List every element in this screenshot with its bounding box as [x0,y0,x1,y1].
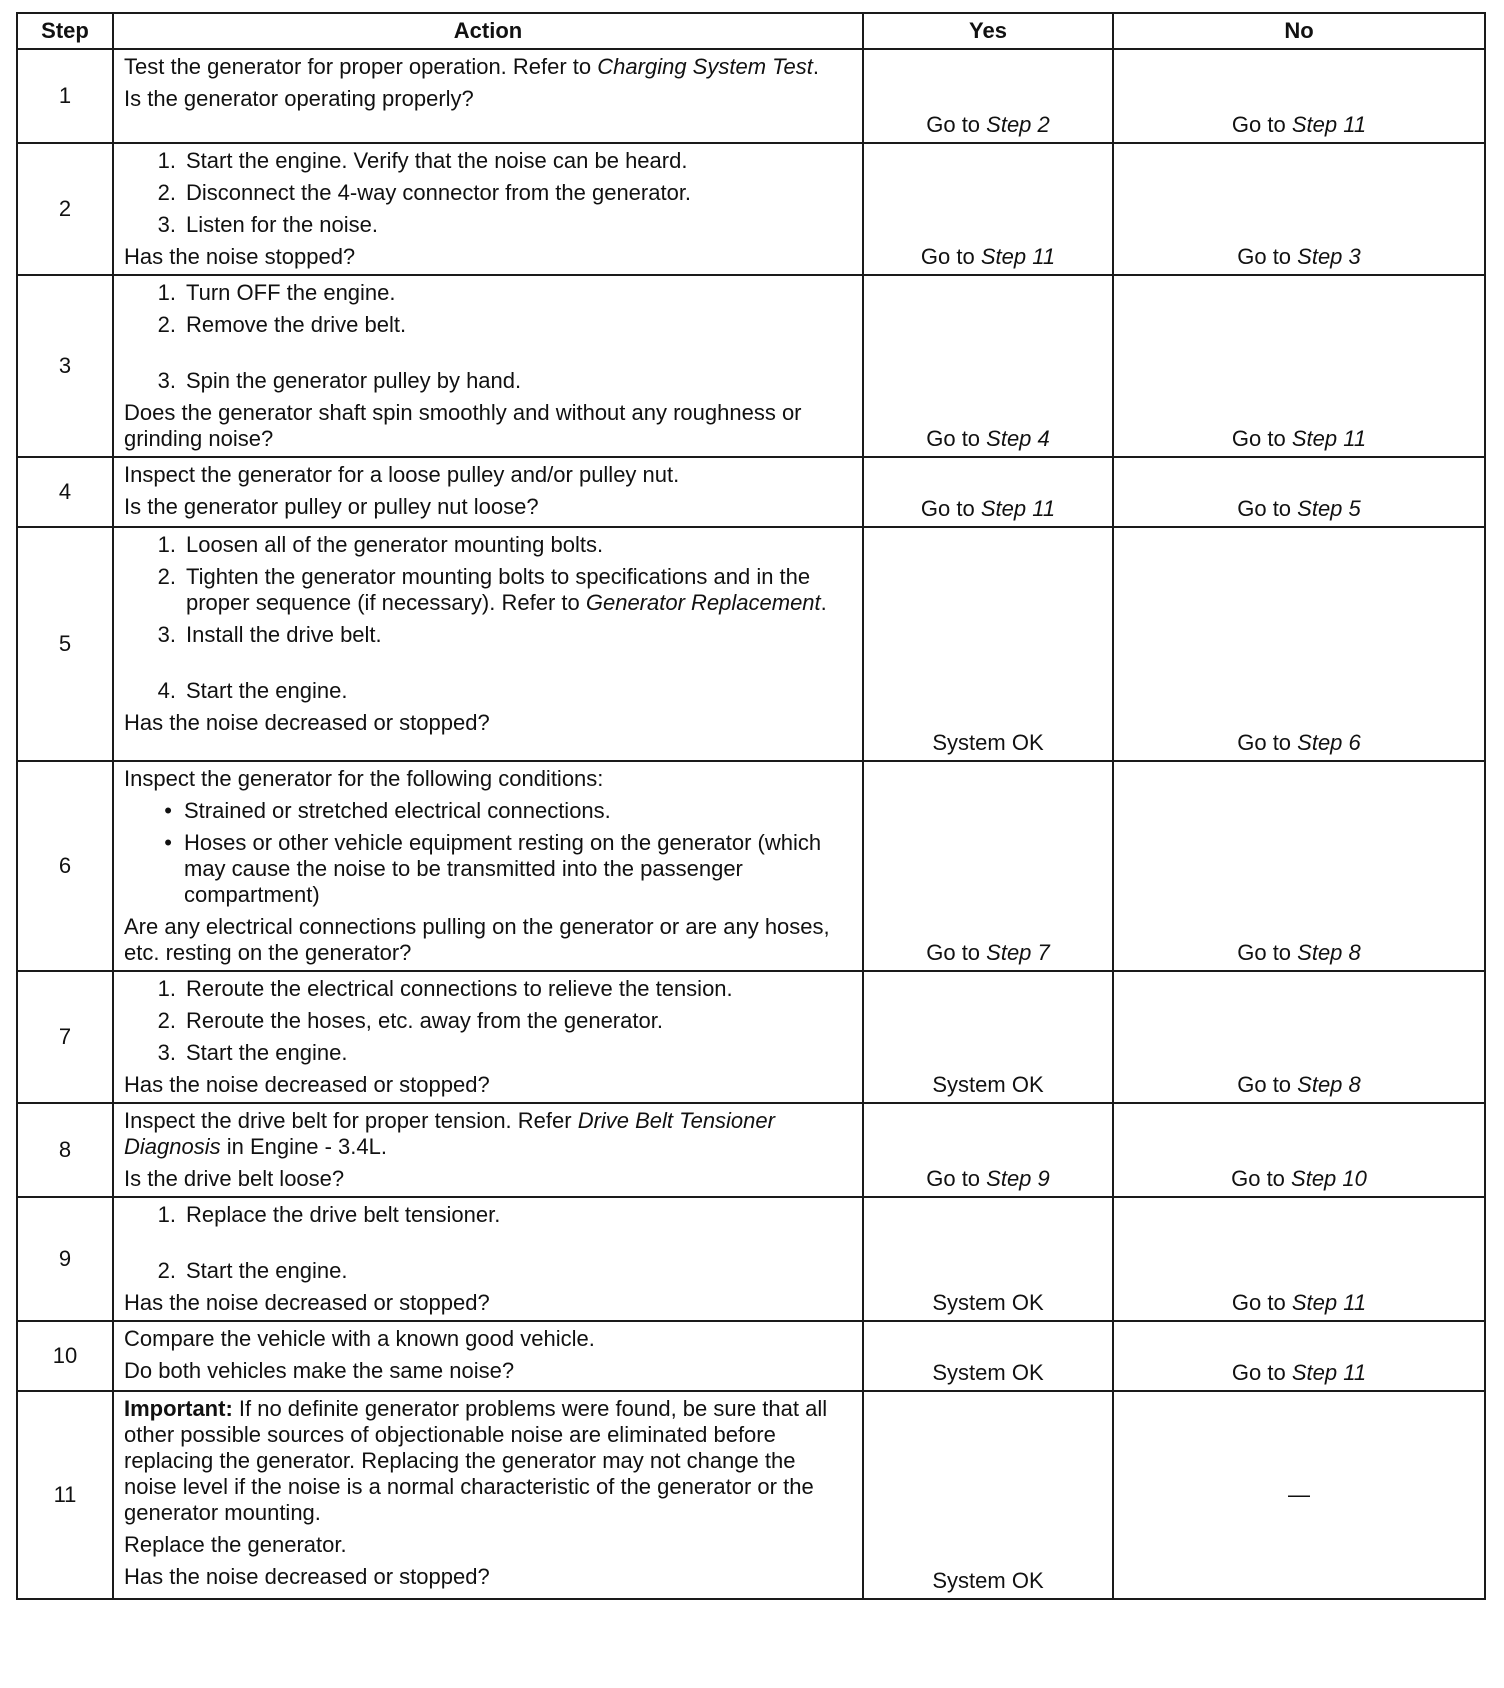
yes-cell: System OK [863,1197,1113,1321]
step-number: 1 [17,49,113,143]
goto-step-link[interactable]: Step 11 [1291,1290,1367,1315]
table-row [17,527,1485,761]
numbered-item: 4. Start the engine. [157,678,348,703]
table-row [17,1197,1485,1321]
action-question: Has the noise stopped? [124,244,356,269]
yes-cell: System OK [863,1321,1113,1391]
table-row [17,143,1485,275]
goto-step-link[interactable]: Step 11 [980,496,1056,521]
table-row [17,971,1485,1103]
yes-cell: Go to Step 7 [863,761,1113,971]
no-cell: Go to Step 6 [1113,527,1485,761]
diagnostic-table [16,12,1486,1600]
goto-step-link[interactable]: Step 5 [1297,496,1361,521]
goto-step-link[interactable]: Step 4 [986,426,1050,451]
no-cell: Go to Step 8 [1113,761,1485,971]
goto-step-link[interactable]: Step 8 [1297,940,1361,965]
action-instruction: Inspect the drive belt for proper tension. Refer Drive Belt Tensioner Diagnosis in Engine - 3.4L. [124,1108,775,1159]
numbered-item: 1. Start the engine. Verify that the noise can be heard. [157,148,688,173]
yes-cell: Go to Step 11 [863,143,1113,275]
no-cell: Go to Step 11 [1113,1321,1485,1391]
table-row [17,1391,1485,1599]
no-cell: Go to Step 10 [1113,1103,1485,1197]
numbered-item: 3. Spin the generator pulley by hand. [157,368,522,393]
step-number: 9 [17,1197,113,1321]
numbered-item: 1. Replace the drive belt tensioner. [157,1202,501,1227]
goto-step-link[interactable]: Step 11 [1291,1360,1367,1385]
yes-cell: System OK [863,1391,1113,1599]
bullet-item: • Hoses or other vehicle equipment resting on the generator (which may cause the noise to be transmitted into the passenger compartment) [164,830,822,907]
numbered-item: 3. Listen for the noise. [157,212,379,237]
numbered-item: 1. Turn OFF the engine. [157,280,396,305]
yes-cell: Go to Step 4 [863,275,1113,457]
goto-step-link[interactable]: Step 8 [1297,1072,1361,1097]
action-cell [113,49,863,143]
goto-step-link[interactable]: Step 11 [980,244,1056,269]
important-label: Important: [124,1396,233,1421]
numbered-item: 1. Reroute the electrical connections to relieve the tension. [157,976,733,1001]
step-number: 6 [17,761,113,971]
numbered-item: 2. Reroute the hoses, etc. away from the generator. [157,1008,663,1033]
yes-cell: System OK [863,971,1113,1103]
action-question: Has the noise decreased or stopped? [124,1290,490,1315]
numbered-item: 1. Loosen all of the generator mounting bolts. [157,532,604,557]
reference-link[interactable]: Charging System Test [597,54,813,79]
action-cell [113,143,863,275]
goto-step-link[interactable]: Step 7 [986,940,1050,965]
no-cell: Go to Step 11 [1113,49,1485,143]
step-number: 5 [17,527,113,761]
step-number: 10 [17,1321,113,1391]
step-number: 11 [17,1391,113,1599]
goto-step-link[interactable]: Step 11 [1291,112,1367,137]
numbered-item: 2. Remove the drive belt. [157,312,407,337]
action-instruction: Test the generator for proper operation. Refer to Charging System Test. [124,54,820,79]
yes-cell: Go to Step 2 [863,49,1113,143]
header-no: No [1113,13,1485,49]
numbered-item: 3. Install the drive belt. [157,622,382,647]
goto-step-link[interactable]: Step 11 [1291,426,1367,451]
no-cell: Go to Step 11 [1113,275,1485,457]
action-cell [113,971,863,1103]
step-number: 3 [17,275,113,457]
numbered-item: 2. Tighten the generator mounting bolts to specifications and in the proper sequence (if necessary). Refer to Generator Replacement. [157,564,827,615]
action-cell [113,1197,863,1321]
step-number: 4 [17,457,113,527]
action-instruction: Replace the generator. [124,1532,347,1557]
yes-cell: System OK [863,527,1113,761]
header-yes: Yes [863,13,1113,49]
action-question: Is the drive belt loose? [124,1166,345,1191]
action-cell [113,1103,863,1197]
action-cell [113,275,863,457]
no-cell: Go to Step 5 [1113,457,1485,527]
action-instruction: Inspect the generator for a loose pulley and/or pulley nut. [124,462,680,487]
yes-cell: Go to Step 11 [863,457,1113,527]
action-question: Is the generator operating properly? [124,86,474,111]
important-note: Important: If no definite generator problems were found, be sure that all other possible sources of objectionable noise are eliminated before replacing the generator. Replacing the generator may not change the noise level if the noise is a normal characteristic of the generator or the generator mounting. [124,1396,828,1525]
goto-step-link[interactable]: Step 6 [1297,730,1361,755]
action-cell [113,457,863,527]
goto-step-link[interactable]: Step 9 [986,1166,1050,1191]
goto-step-link[interactable]: Step 2 [986,112,1050,137]
no-cell: Go to Step 11 [1113,1197,1485,1321]
no-cell: — [1113,1391,1485,1599]
no-cell: Go to Step 8 [1113,971,1485,1103]
no-cell: Go to Step 3 [1113,143,1485,275]
numbered-item: 2. Start the engine. [157,1258,348,1283]
goto-step-link[interactable]: Step 3 [1297,244,1361,269]
action-cell [113,761,863,971]
yes-cell: Go to Step 9 [863,1103,1113,1197]
step-number: 2 [17,143,113,275]
action-cell [113,1391,863,1599]
numbered-item: 3. Start the engine. [157,1040,348,1065]
header-action: Action [113,13,863,49]
action-instruction: Inspect the generator for the following conditions: [124,766,604,791]
step-number: 8 [17,1103,113,1197]
action-question: Has the noise decreased or stopped? [124,710,490,735]
bullet-item: • Strained or stretched electrical connections. [164,798,611,823]
reference-link[interactable]: Drive Belt Tensioner Diagnosis [124,1108,775,1159]
action-question: Are any electrical connections pulling on the generator or are any hoses, etc. resting on the generator? [124,914,830,965]
table-row [17,1103,1485,1197]
action-question: Has the noise decreased or stopped? [124,1564,490,1589]
table-row [17,457,1485,527]
step-number: 7 [17,971,113,1103]
action-question: Does the generator shaft spin smoothly and without any roughness or grinding noise? [124,400,802,451]
table-row [17,761,1485,971]
table-row [17,49,1485,143]
action-cell [113,527,863,761]
numbered-item: 2. Disconnect the 4-way connector from the generator. [157,180,692,205]
table-row [17,275,1485,457]
reference-link[interactable]: Generator Replacement [585,590,821,615]
action-question: Do both vehicles make the same noise? [124,1358,515,1383]
table-row [17,1321,1485,1391]
action-cell [113,1321,863,1391]
header-step: Step [17,13,113,49]
goto-step-link[interactable]: Step 10 [1291,1166,1367,1191]
action-question: Has the noise decreased or stopped? [124,1072,490,1097]
header-row [17,13,1485,49]
action-question: Is the generator pulley or pulley nut loose? [124,494,539,519]
action-instruction: Compare the vehicle with a known good vehicle. [124,1326,595,1351]
